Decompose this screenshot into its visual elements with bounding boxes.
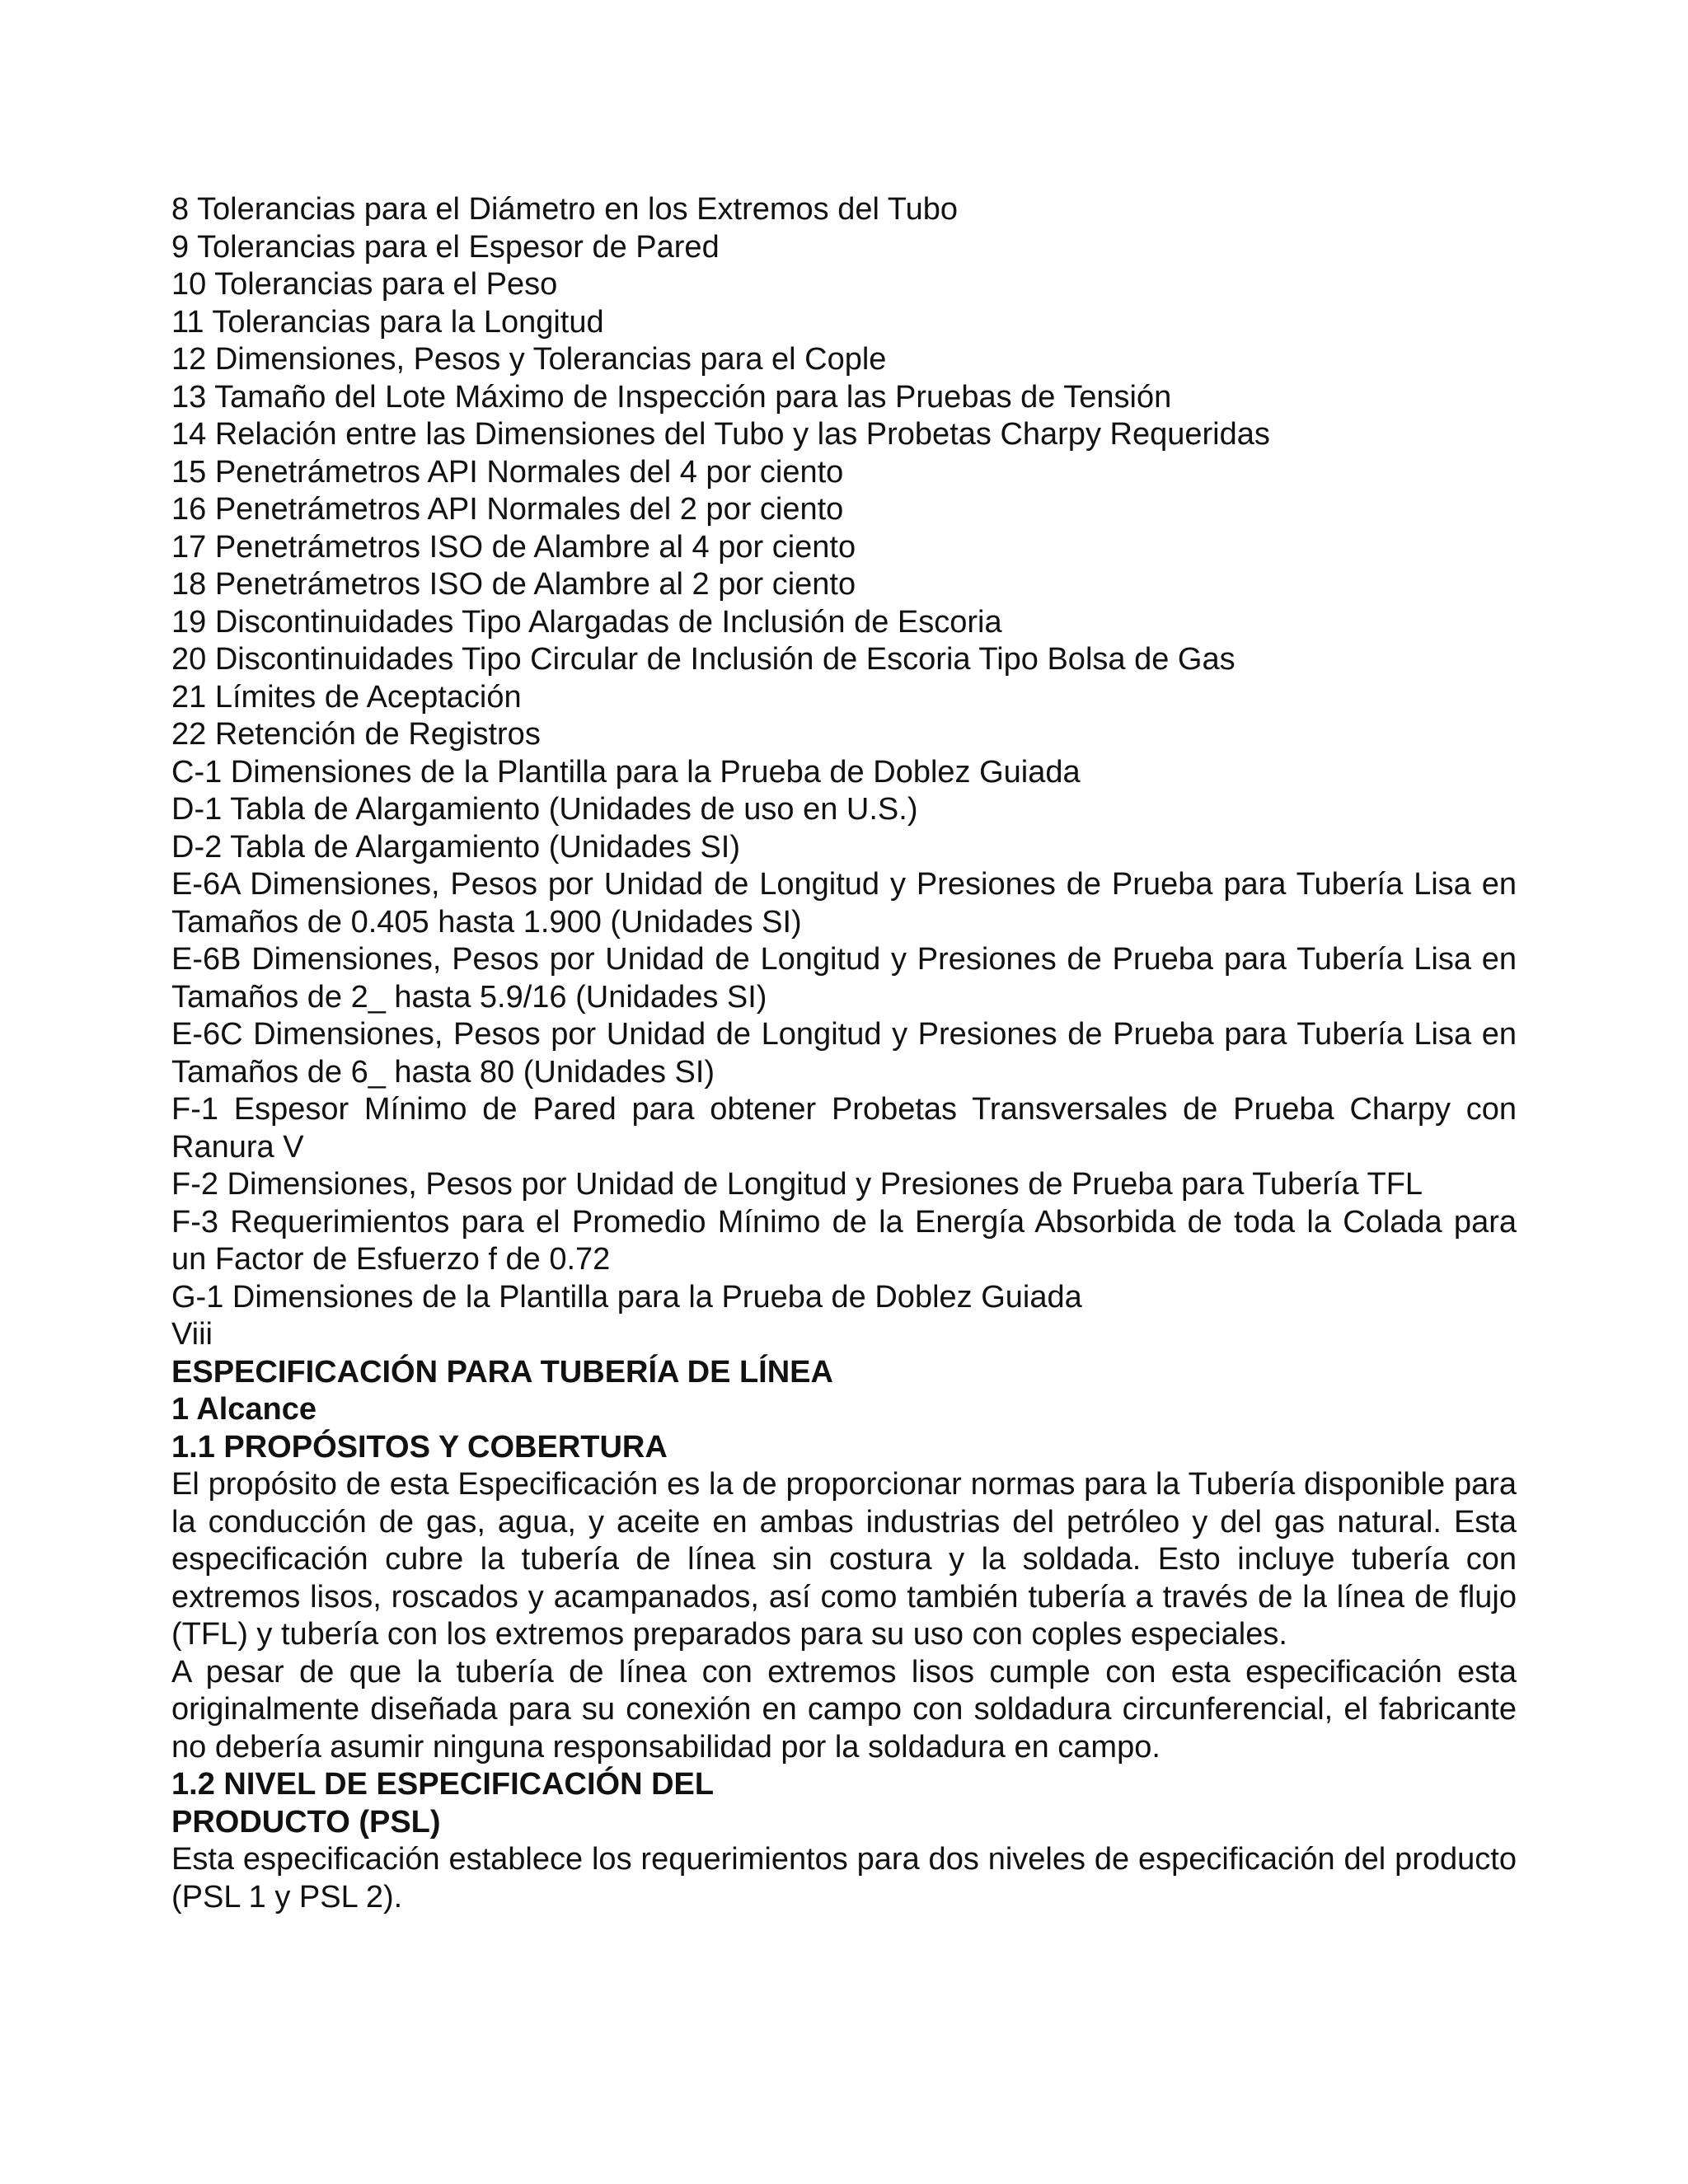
body-paragraph: A pesar de que la tubería de línea con extremos lisos cumple con esta especificación esta originalmente diseñada para su conexión en campo con soldadura circunferencial, el fabricante no debería asumir ninguna responsabilidad por la soldadura en campo. <box>171 1654 1517 1765</box>
subsection-heading: PRODUCTO (PSL) <box>171 1804 441 1840</box>
list-item: 17 Penetrámetros ISO de Alambre al 4 por ciento <box>171 529 856 565</box>
page-number: Viii <box>171 1317 213 1352</box>
document-title: ESPECIFICACIÓN PARA TUBERÍA DE LÍNEA <box>171 1354 833 1390</box>
list-item: F-2 Dimensiones, Pesos por Unidad de Longitud y Presiones de Prueba para Tubería TFL <box>171 1167 1423 1202</box>
subsection-heading: 1.1 PROPÓSITOS Y COBERTURA <box>171 1429 668 1465</box>
list-item: 12 Dimensiones, Pesos y Tolerancias para el Cople <box>171 342 887 377</box>
list-item: 20 Discontinuidades Tipo Circular de Inclusión de Escoria Tipo Bolsa de Gas <box>171 642 1236 677</box>
section-heading: 1 Alcance <box>171 1392 317 1427</box>
list-item: C-1 Dimensiones de la Plantilla para la Prueba de Doblez Guiada <box>171 754 1081 790</box>
list-item: E-6B Dimensiones, Pesos por Unidad de Longitud y Presiones de Prueba para Tubería Lisa en Tamaños de 2_ hasta 5.9/16 (Unidades SI) <box>171 942 1517 1015</box>
list-item: F-3 Requerimientos para el Promedio Mínimo de la Energía Absorbida de toda la Colada para un Factor de Esfuerzo f de 0.72 <box>171 1204 1517 1277</box>
list-item: 8 Tolerancias para el Diámetro en los Extremos del Tubo <box>171 192 959 227</box>
list-item: 19 Discontinuidades Tipo Alargadas de Inclusión de Escoria <box>171 604 1002 640</box>
list-item: 13 Tamaño del Lote Máximo de Inspección para las Pruebas de Tensión <box>171 379 1172 415</box>
list-item: 18 Penetrámetros ISO de Alambre al 2 por ciento <box>171 567 856 602</box>
list-item: 14 Relación entre las Dimensiones del Tubo y las Probetas Charpy Requeridas <box>171 417 1270 452</box>
list-item: 15 Penetrámetros API Normales del 4 por ciento <box>171 454 844 490</box>
list-item: E-6A Dimensiones, Pesos por Unidad de Longitud y Presiones de Prueba para Tubería Lisa en Tamaños de 0.405 hasta 1.900 (Unidades SI) <box>171 867 1517 940</box>
list-item: 11 Tolerancias para la Longitud <box>171 304 604 340</box>
list-item: 10 Tolerancias para el Peso <box>171 267 558 302</box>
body-paragraph: Esta especificación establece los requerimientos para dos niveles de especificación del producto (PSL 1 y PSL 2). <box>171 1842 1517 1915</box>
document-page <box>171 191 1517 1916</box>
table-list <box>171 191 1517 1316</box>
list-item: 21 Límites de Aceptación <box>171 679 522 715</box>
list-item: 22 Retención de Registros <box>171 717 541 752</box>
list-item: F-1 Espesor Mínimo de Pared para obtener Probetas Transversales de Prueba Charpy con Ranura V <box>171 1092 1517 1165</box>
list-item: D-2 Tabla de Alargamiento (Unidades SI) <box>171 829 741 865</box>
list-item: E-6C Dimensiones, Pesos por Unidad de Longitud y Presiones de Prueba para Tubería Lisa en Tamaños de 6_ hasta 80 (Unidades SI) <box>171 1017 1517 1090</box>
body-paragraph: El propósito de esta Especificación es la de proporcionar normas para la Tubería disponible para la conducción de gas, agua, y aceite en ambas industrias del petróleo y del gas natural. Esta especificación cubre la tubería de línea sin costura y la soldada. Esto incluye tubería con extremos lisos, roscados y acampanados, así como también tubería a través de la línea de flujo (TFL) y tubería con los extremos preparados para su uso con coples especiales. <box>171 1467 1517 1652</box>
list-item: 16 Penetrámetros API Normales del 2 por ciento <box>171 492 844 527</box>
subsection-heading: 1.2 NIVEL DE ESPECIFICACIÓN DEL <box>171 1767 715 1802</box>
list-item: G-1 Dimensiones de la Plantilla para la Prueba de Doblez Guiada <box>171 1279 1082 1315</box>
list-item: D-1 Tabla de Alargamiento (Unidades de uso en U.S.) <box>171 792 918 827</box>
list-item: 9 Tolerancias para el Espesor de Pared <box>171 229 720 265</box>
